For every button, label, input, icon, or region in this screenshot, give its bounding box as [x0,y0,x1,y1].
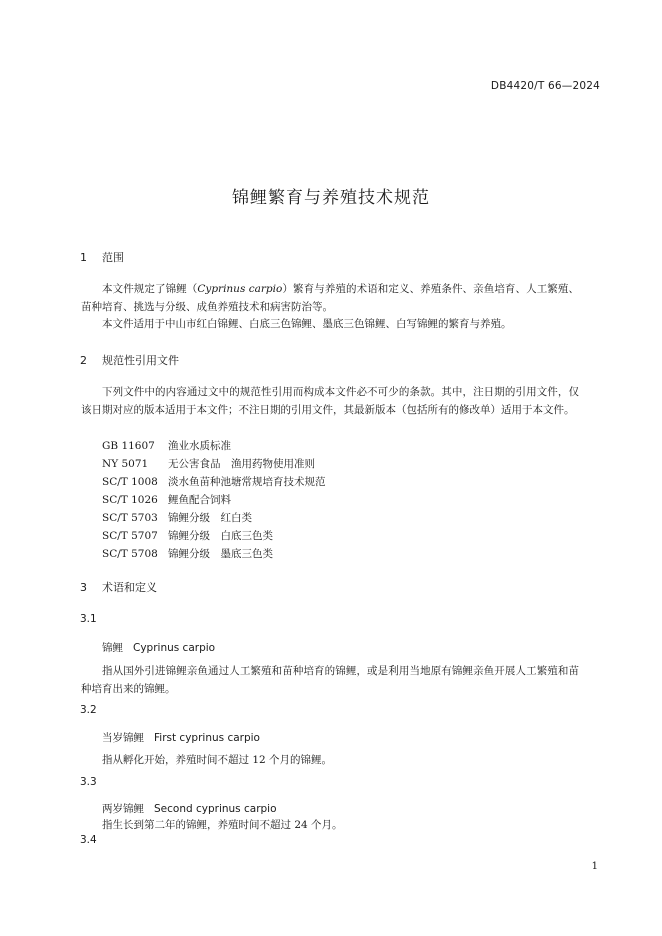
term-heading [102,801,277,816]
section-title: 规范性引用文件 [102,354,179,367]
term-number: 3.2 [80,704,97,716]
reference-item: GB 11607 渔业水质标准 [102,440,231,452]
section-title: 范围 [102,251,124,264]
section-number: 1 [80,251,87,264]
section-title: 术语和定义 [102,581,157,594]
scientific-name: Cyprinus carpio [197,283,283,295]
term-chinese: 锦鲤 [102,642,123,654]
term-chinese: 当岁锦鲤 [102,732,144,744]
references-intro: 下列文件中的内容通过文中的规范性引用而构成本文件必不可少的条款。其中，注日期的引用文件，仅该日期对应的版本适用于本文件；不注日期的引用文件，其最新版本（包括所有的修改单）适用于本文件。 [81,386,579,416]
scope-paragraph-1: 本文件规定了锦鲤（Cyprinus carpio）繁育与养殖的术语和定义、养殖条件、亲鱼培育、人工繁殖、苗种培育、挑选与分级、成鱼养殖技术和病害防治等。 [81,283,580,313]
section-number: 2 [80,354,87,367]
term-heading [102,640,215,655]
reference-item: NY 5071 无公害食品 渔用药物使用准则 [102,458,315,470]
section-number: 3 [80,581,87,594]
term-chinese: 两岁锦鲤 [102,803,144,815]
reference-item: SC/T 5703 锦鲤分级 红白类 [102,512,252,524]
term-english: Cyprinus carpio [133,642,216,654]
section-1-heading [80,249,124,265]
term-definition: 指从孵化开始，养殖时间不超过 12 个月的锦鲤。 [102,754,333,766]
document-title: 锦鲤繁育与养殖技术规范 [232,188,430,208]
term-number: 3.4 [80,834,97,846]
term-number: 3.1 [80,613,97,625]
term-english: First cyprinus carpio [154,732,260,744]
term-number: 3.3 [80,776,97,788]
term-english: Second cyprinus carpio [154,803,277,815]
reference-item: SC/T 5707 锦鲤分级 白底三色类 [102,530,273,542]
reference-item: SC/T 1026 鲤鱼配合饲料 [102,494,231,506]
reference-item: SC/T 5708 锦鲤分级 墨底三色类 [102,548,273,560]
document-code: DB4420/T 66—2024 [490,80,600,92]
term-definition: 指从国外引进锦鲤亲鱼通过人工繁殖和苗种培育的锦鲤，或是利用当地原有锦鲤亲鱼开展人工繁殖和苗种培育出来的锦鲤。 [81,665,579,695]
term-heading [102,730,260,745]
section-3-heading [80,579,157,595]
page-number: 1 [591,861,598,872]
scope-paragraph-2: 本文件适用于中山市红白锦鲤、白底三色锦鲤、墨底三色锦鲤、白写锦鲤的繁育与养殖。 [102,318,512,330]
term-definition: 指生长到第二年的锦鲤，养殖时间不超过 24 个月。 [102,819,343,831]
reference-item: SC/T 1008 淡水鱼苗种池塘常规培育技术规范 [102,476,326,488]
section-2-heading [80,352,179,368]
